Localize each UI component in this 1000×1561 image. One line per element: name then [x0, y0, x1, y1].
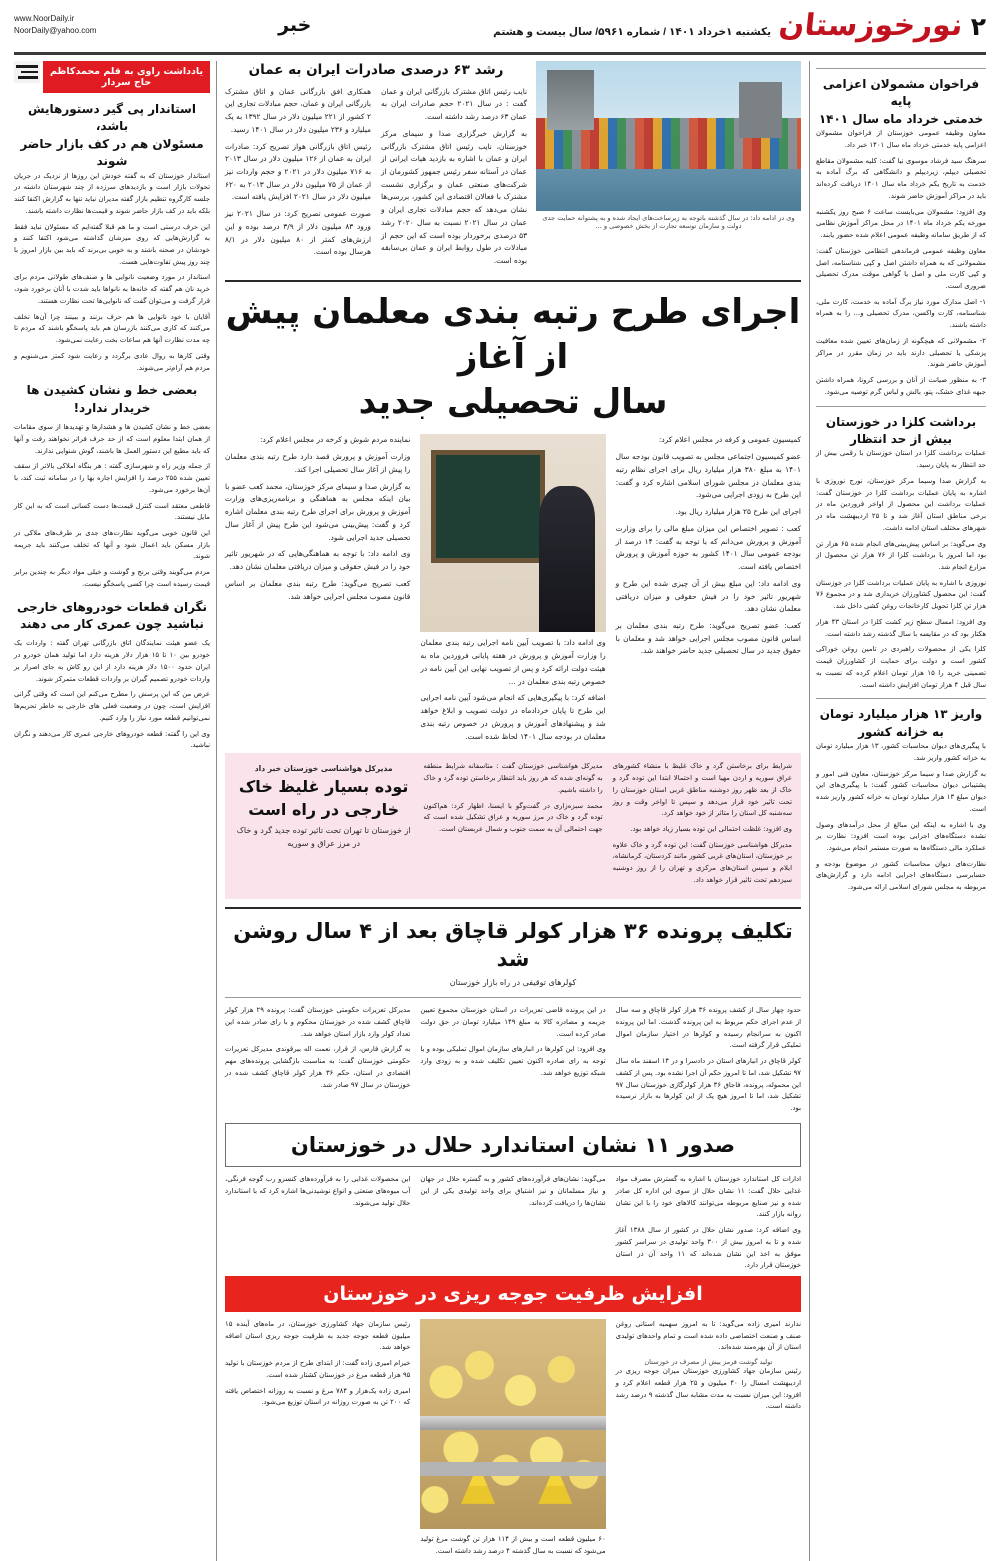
- main-col-3: [225, 434, 410, 747]
- left-article-2-p4: نوروزی با اشاره به پایان عملیات برداشت کلزا در خوزستان گفت: این محصول کشاورزان خریداری شد و در مجموع ۷۶ هزار تن کلزا تحویل کارخانجات روغن کشی داخل شد.: [816, 578, 986, 611]
- cooler-col-2: [420, 1005, 605, 1119]
- divider: [225, 907, 801, 909]
- divider: [225, 280, 801, 282]
- opinion-p9: این قانون خوبی می‌گوید نظارت‌های جدی بر طرف‌های ملاکی در بازار مسکن باید اعمال شود و آنها که تخلف می‌کنند باید جریمه شوند.: [14, 528, 210, 561]
- left-article-1-headline: فراخوان مشمولان اعزامی پایه خدمتی خرداد ماه سال ۱۴۰۱: [818, 77, 984, 126]
- chicks-photo: [420, 1319, 605, 1529]
- cooler-col-1: [616, 1005, 801, 1119]
- masthead-contact: [14, 13, 96, 37]
- left-article-2-p1: عملیات برداشت کلزا در استان خوزستان با رقمی بیش از حد انتظار به پایان رسید.: [816, 449, 986, 470]
- left-article-1-p1: معاون وظیفه عمومی خوزستان از فراخوان مشمولان اعزامی پایه خدمتی خرداد ماه سال ۱۴۰۱ خبر داد.: [816, 129, 986, 149]
- main-c1p5: وی ادامه داد: این مبلغ بیش از آن چیزی شده این طرح و شهریور تاثیر خود را در فیش حقوقی و میزان دریافتی معلمان نشان دهد.: [615, 578, 801, 614]
- left-article-2-headline: برداشت کلزا در خوزستان بیش از حد انتظار: [825, 414, 977, 446]
- opinion-subhead-1: بعضی خط و نشان کشیدن ها خریدار ندارد!: [26, 383, 198, 415]
- chick-c2: خیرام امیری زاده گفت: از ابتدای طرح از مردم خوزستان با تولید ۹۵ هزار قطعه مرغ در خوزستان کشتار شده است.: [225, 1359, 411, 1379]
- halal-col-2: [420, 1174, 605, 1276]
- opinion-p2: این حرف درستی است و ما هم قبلا گفته‌ایم که مسئولان نباید فقط به گزارش‌هایی که روی میزشان گذاشته می‌شود اکتفا کنند و خودشان در صحنه باشند و به خوبی بی‌برند که باید بین بازار امروز با چند روز پیش تفاوت‌هایی هست.: [14, 222, 210, 266]
- left-article-2-p3: وی می‌گوید: بر اساس پیش‌بینی‌های انجام شده ۶۵ هزار تن بود اما امروز با برداشت کلزا از ۷۶ هزار تن محصول از مزارع انجام شد.: [816, 539, 986, 571]
- main-c3p2: اضافه کرد: با پیگیری‌هایی که انجام می‌شود آیین نامه اجرایی این طرح تا پایان خردادماه در دولت تصویب و ابلاغ خواهد شد و پیشنهادهای آموزش و پرورش در خصوص رتبه بندی معلمان در بودجه سال ۱۴۰۱ لحاظ شده است.: [420, 693, 606, 741]
- center-column: [216, 61, 810, 1561]
- dust-box-body: [234, 761, 792, 890]
- dust-col-2: [423, 761, 602, 890]
- opinion-subhead-2: نگران قطعات خودروهای خارجی نباشید چون عمری کار می دهند: [16, 599, 208, 632]
- chick-caption: تولید گوشت قرمز بیش از مصرف در خوزستان: [644, 1358, 773, 1367]
- main-headline: اجرای طرح رتبه بندی معلمان پیش از آغاز سال تحصیلی جدید: [225, 291, 801, 422]
- chick-c1: رئیس سازمان جهاد کشاورزی خوزستان، در ماه‌های آینده ۱۵ میلیون قطعه جوجه جدید به ظرفیت جوجه ریزی استان اضافه خواهد شد.: [225, 1320, 411, 1352]
- page-number: ۲: [970, 12, 986, 41]
- oman-photo-caption: وی در ادامه داد: در سال گذشته باتوجه به زیرساخت‌های ایجاد شده و به پشتوانه حمایت جدی دولت و سازمان توسعه تجارت از بخش خصوصی و ...: [542, 214, 795, 230]
- main-c1p4: کعب : تصویر اختصاص این میزان مبلغ مالی را برای وزارت آموزش و پرورش می‌دانم که با توجه به گفت: ۱۴ درصد از بودجه عمومی سال ۱۴۰۱ کشور به حوزه آموزش و پرورش اختصاص یافته است.: [615, 523, 801, 572]
- divider: [816, 406, 986, 407]
- opinion-p12: عرض من که این پرسش را مطرح می‌کنم این است که وقتی گرانی افزایش است، چون در وضعیت فعلی های خارجی به خاطر تحریم‌ها نمی‌توانیم قطعه مورد نیاز را وارد کنیم.: [14, 690, 210, 722]
- email-address[interactable]: NoorDaily@yahoo.com: [14, 26, 97, 35]
- main-col-2: [420, 434, 605, 747]
- opinion-p7: از جمله وزیر راه و شهرسازی گفته : هر بنگاه املاکی بالاتر از سقف تعیین شده ۲۵۵ درصد را افزایش اجاره بها را در سامانه ثبت کند، با آن‌ها برخورد می‌شود.: [14, 462, 210, 494]
- chick-headline-bar: افزایش ظرفیت جوجه ریزی در خوزستان: [225, 1276, 801, 1312]
- cooler-c4: مدیرکل تعزیرات حکومتی خوزستان گفت: پرونده ۲۹ هزار کولر قاچاق کشف شده در خوزستان محکوم و با رای صادر شده این تعداد کولر وارد بازار استان خواهد شد.: [225, 1006, 411, 1038]
- classroom-photo: [420, 434, 605, 632]
- divider: [225, 997, 801, 998]
- divider: [816, 698, 986, 699]
- left-article-1-p7: ۳- به منظور صیانت از آنان و بررسی کرونا، همراه داشتن جبهه غذای خشک، پتو، بالش و لباس گرم توصیه می‌شود.: [816, 376, 986, 396]
- newspaper-logo: نورخوزستان: [777, 7, 965, 43]
- cooler-c1: حدود چهار سال از کشف پرونده ۳۶ هزار کولر قاچاق و سه سال از عدم اجرای حکم مربوط به این پرونده گذشت. اما این پرونده اکنون به سرانجام رسیده و کولرها در اختیار سازمان اموال تملیکی قرار گرفته است.: [615, 1006, 801, 1050]
- main-c2p4: وی ادامه داد: با توجه به هماهنگی‌هایی که در شهریور تاثیر خود را در فیش حقوقی و میزان دریافتی معلمان نشان دهد.: [225, 549, 411, 572]
- opinion-p1: استاندار خوزستان که به گفته خودش این روزها از نزدیک در جریان تحولات بازار است و بازدیدهای سرزده از چند شهرستان داشته در جلسه کارگروه تنظیم بازار گفته مدیران نباید تنها به گزارش اکتفا کنند بلکه باید در کف بازار حاضر شوند و قیمت‌ها نظارت داشته باشند.: [14, 171, 210, 215]
- opinion-p5: وقتی کارها به روال عادی برگردد و رعایت شود کمتر می‌شنویم و مردم هم آرام‌تر می‌شوند.: [14, 351, 210, 372]
- dust-p2: محمد سبزه‌زاری در گفت‌وگو با ایسنا، اظهار کرد: هم‌اکنون توده گرد و خاک در مرز سوریه و عراق تشکیل شده است که جهت احتمالی آن به سمت جنوب و شمال عربستان است.: [423, 801, 603, 834]
- cooler-col-3: [225, 1005, 410, 1119]
- cooler-deck: کولرهای توقیفی در راه بازار خوزستان: [449, 978, 577, 988]
- left-article-2-p2: به گزارش صدا وسیما مرکز خوزستان، نورج نوروزی با اشاره به پایان عملیات برداشت کلزا در خوزستان گفت: عملیات برداشت این محصول از اواخر فروردین ماه در برخی مناطق استان آغاز شد و تا ۲۵ اردیبهشت ماه در شهرهای مختلف استان ادامه داشت.: [816, 476, 987, 532]
- halal-col-1: [616, 1174, 801, 1276]
- oman-p2: به گزارش خبرگزاری صدا و سیمای مرکز خوزستان، نایب رئیس اتاق مشترک بازرگانی ایران و عمان با اشاره به بازدید هیات ایرانی از عمان در آستانه سفر رئیس جمهور کشورمان از شرکت‌های صنعتی عمان و برگزاری نشست مشترک با فعالان اقتصادی این کشور، بررسی‌ها نشان می‌دهد که حجم مبادلات تجاری ایران و عمان در سال ۲۰۲۱ نسبت به سال ۲۰۲۰ رشد ۵۳ درصدی برخوردار بوده است که این حجم از مبادلات در طول روابط ایران و عمان بی‌سابقه بوده است.: [381, 128, 528, 266]
- dust-kicker: مدیرکل هواشناسی خوزستان خبر داد: [254, 764, 393, 774]
- dust-storm-box: [225, 753, 801, 898]
- cooler-c6: وی افزود: این کولرها در انبارهای سازمان اموال تملیکی بوده و با توجه به رای صادره اکنون تعیین تکلیف شده و به زودی وارد شبکه توزیع خواهد شد.: [420, 1045, 606, 1077]
- dust-deck: از خوزستان تا تهران تحت تاثیر توده جدید گرد و خاک در مرز عراق و سوریه: [236, 826, 411, 848]
- halal-c1: ادارات کل استاندارد خوزستان با اشاره به گسترش مصرف مواد غذایی حلال گفت: ۱۱ نشان حلال از سوی این اداره کل صادر شده و نیز صنایع مربوطه می‌توانند کالاهای خود را با این نشان روانه بازار کنند.: [615, 1175, 801, 1219]
- left-article-3-p1: با پیگیری‌های دیوان محاسبات کشور، ۱۳ هزار میلیارد تومان به خزانه کشور واریز شد.: [816, 742, 986, 762]
- dust-p5: شرایط برای برخاستن گرد و خاک غلیظ با منشاء کشورهای عراق سوریه و اردن مهیا است و احتمالا ابتدا این توده گرد و خاک از بعد ظهر روز دوشنبه مناطق غربی استان خوزستان را تحت تاثیر خود قرار می‌دهد و سپس تا اواخر وقت و روز سه‌شنبه کل استان را متاثر از خود خواهد کرد.: [612, 762, 792, 818]
- main-c1p3: اجرای این طرح ۲۵ هزار میلیارد ریال بود.: [675, 507, 801, 517]
- page-columns: [8, 55, 992, 1561]
- menu-icon[interactable]: [14, 61, 40, 83]
- right-column: [8, 61, 216, 1561]
- chick-c4: ۶۰ میلیون قطعه است و بیش از ۱۱۴ هزار تن گوشت مرغ تولید می‌شود که نسبت به سال گذشته ۴ درصد رشد داشته است.: [420, 1535, 606, 1555]
- left-article-2-p5: وی افزود: امسال سطح زیر کشت کلزا در استان ۴۳ هزار هکتار بود که در مقایسه با سال گذشته رشد داشته است.: [816, 617, 986, 638]
- website-url[interactable]: www.NoorDaily.ir: [14, 14, 75, 23]
- left-column: [810, 61, 992, 1561]
- halal-headline: صدور ۱۱ نشان استاندارد حلال در خوزستان: [290, 1132, 736, 1157]
- main-c3p1: وی ادامه داد: با تصویب آیین نامه اجرایی رتبه بندی معلمان را وزارت آموزش و پرورش در هفته پایانی فروردین ماه به هیئت دولت ارائه کرد و پس از تصویب نهایی این آیین نامه در خصوص رتبه بندی معلمان در ...: [420, 638, 606, 686]
- main-c2p3: به گزارش صدا و سیمای مرکز خوزستان، محمد کعب عضو با بیان اینکه مجلس به هماهنگی و برنامه‌ریزی‌های وزارت آموزش و پرورش برای اجرای طرح رتبه بندی معلمان اشاره کرد و گفت: پیش‌بینی می‌شود این طرح پیش از آغاز سال تحصیلی جدید اجرایی شود.: [225, 481, 411, 542]
- left-article-3-headline: واریز ۱۳ هزار میلیارد تومان به خزانه کشور: [819, 707, 983, 739]
- masthead: [8, 0, 992, 50]
- oman-p6: صورت عمومی تصریح کرد: در سال ۲۰۲۱ نیز ورود ۸۳ میلیون دلار از ۳/۹ درصد بوده و این ارزش‌های کمتر از ۸۰ میلیون دلار در ۸/۱ هرسال بوده است.: [224, 209, 372, 257]
- main-col-1: [616, 434, 801, 747]
- halal-c2: می‌گوید: نشان‌های فرآورده‌های کشور و به گستره حلال در جهان و نیاز مسلمانان و نیز اشتیاق برای واحد تولیدی یکی از این نشان‌ها را دریافت کرده‌اند.: [420, 1175, 606, 1207]
- opinion-banner: یادداشت راوی به قلم محمدکاظم حاج سردار: [43, 61, 210, 93]
- cooler-c2: کولر قاچاق در انبارهای استان در دادسرا و در ۱۴ اسفند ماه سال ۹۷ تشکیل شد، اما تا امروز حکم آن اجرا نشده بود. پس از کشف این محموله، پرونده، فاجاق ۳۶ هزار کولرگازی خوزستان سال ۹۷ تشکیل شد، اما تا امروز هیچ یک از این کولرها به بازار نرسیده بود.: [615, 1057, 801, 1113]
- left-article-1-p2: سرهنگ سید فرشاد موسوی نیا گفت: کلیه مشمولان مقاطع تحصیلی دیپلم، زیردیپلم و دانشگاهی که برگ آماده به خدمت به تاریخ یکم خرداد ماه سال ۱۴۰۱ دریافت کرده‌اند باید در مراکز آموزش حاضر شوند.: [816, 156, 986, 200]
- halal-body: [225, 1174, 801, 1276]
- oman-headline: رشد ۶۳ درصدی صادرات ایران به عمان: [248, 62, 504, 78]
- left-article-3-p3: وی با اشاره به اینکه این مبالغ از محل درآمدهای وصول نشده دستگاه‌های اجرایی بوده است افزود: نظارت بر عملکرد مالی دستگاه‌ها به صورت مستمر انجام می‌شود.: [816, 820, 986, 852]
- opinion-p8: قاطعی معتقد است کنترل قیمت‌ها دست کسانی است که به این کار مایل نیستند.: [14, 501, 210, 522]
- cooler-c5: به گزارش فارس، از قرار، نعمت اله بیرقوندی مدیرکل تعزیرات حکومتی خوزستان گفت: به مناسبت بازگشایی پرونده‌های مهم اقتصادی در استان، حکم ۳۶ هزار کولر قاچاق کشف شده در خوزستان در سال ۹۷ صادر شد.: [225, 1045, 411, 1089]
- dust-col-1: [613, 761, 792, 890]
- opinion-p11: یک عضو هیئت نمایندگان اتاق بازرگانی تهران گفته : واردات یک خودرو بین ۱۰ تا ۱۵ هزار دلار هزینه دارد اما تولید همان خودرو در ایران حدود ۱۵۰۰ دلار هزینه دارد از این رو کاش به جای اصرار بر واردات خودرو تصمیم گیران بر واردات قطعات متمرکز شوند.: [14, 639, 211, 683]
- opinion-headline: استاندار پی گیر دستورهایش باشد، مسئولان هم در کف بازار حاضر شوند: [20, 102, 204, 169]
- main-c2p5: کعب تصریح می‌گوید: طرح رتبه بندی معلمان بر اساس قانون مصوب مجلس اجرایی خواهد شد.: [225, 578, 411, 601]
- masthead-brand: [493, 8, 986, 43]
- chick-col-1: [616, 1319, 801, 1561]
- dust-col-3: [234, 761, 413, 890]
- oman-text: [225, 61, 527, 272]
- left-article-1-p4: معاون وظیفه عمومی فرماندهی انتظامی خوزستان گفت: مشمولانی که به همراه داشتن اصل و کپی شناسنامه، اصل و کپی کارت ملی و اصل یا گواهی موقت مدرک تحصیلی ضروری است.: [816, 246, 986, 290]
- issue-date-line: یکشنبه ۱خرداد ۱۴۰۱ / شماره ۵۹۶۱/ سال بیست و هشتم: [493, 25, 772, 38]
- opinion-banner-row: [14, 61, 210, 93]
- cooler-headline: تکلیف پرونده ۳۶ هزار کولر قاچاق بعد از ۴ سال روشن شد: [233, 918, 793, 972]
- main-c1p6: کعب: عضو تصریح می‌گوید: طرح رتبه بندی معلمان بر اساس قانون مصوب مجلس اجرایی خواهد شد و معلمان با حقوق جدید در سال تحصیلی جدید حاضر خواهند شد.: [615, 621, 801, 656]
- left-article-3-p4: نظارت‌های دیوان محاسبات کشور در موضوع بودجه و حسابرسی دستگاه‌های اجرایی ادامه دارد و گزارش‌های مربوطه به مجلس شورای اسلامی ارائه می‌شود.: [816, 859, 986, 892]
- chick-body: [225, 1319, 801, 1561]
- chick-col-3: [225, 1319, 410, 1561]
- main-c2p1: نماینده مردم شوش و کرخه در مجلس اعلام کرد:: [260, 435, 411, 445]
- feeder-icon: [538, 1464, 572, 1504]
- main-story-body: [225, 434, 801, 747]
- divider: [816, 68, 986, 69]
- chick-c6: رئیس سازمان جهاد کشاورزی خوزستان میزان جوجه ریزی در اردیبهشت امسال را ۴۰ میلیون و ۲۵ هزار قطعه اعلام کرد و افزود: این میزان نسبت به مدت مشابه سال گذشته ۹ درصد رشد داشته است.: [615, 1367, 801, 1411]
- cooler-body: [225, 1005, 801, 1119]
- chick-c3: امیری زاده یک‌هزار و ۷۸۴ مرغ و نسبت به روزانه اختصاص یافته که ۲۰۰ تن به صورت روزانه در استان توزیع می‌شود.: [225, 1386, 411, 1407]
- halal-c3: این محصولات غذایی را به فرآورده‌های کنسرو رب گوجه فرنگی، آب میوه‌های صنعتی و انواع نوشیدنی‌ها اشاره کرد که با استاندارد حلال تولید می‌شوند.: [225, 1175, 411, 1207]
- opinion-p13: وی این را گفته: قطعه خودروهای خارجی عمری کار می‌دهند و نگران نباشید.: [14, 729, 210, 750]
- main-c1p2: عضو کمیسیون اجتماعی مجلس به تصویب قانون بودجه سال ۱۴۰۱ به مبلغ ۳۸۰ هزار میلیارد ریال برای اجرای نظام رتبه بندی معلمان در مجلس شورای اسلامی اشاره کرد و گفت: این طرح به زودی اجرایی می‌شود.: [615, 452, 801, 500]
- halal-headline-box: [225, 1123, 801, 1167]
- left-article-2-p6: کلزا یکی از محصولات راهبردی در تامین روغن خوراکی کشور است و دولت برای حمایت از کشاورزان قیمت تضمینی خرید را ۱۵ هزار تومان اعلام کرده که نسبت به سال قبل ۴ هزار تومان افزایش داشته است.: [816, 645, 986, 689]
- chick-col-2: [420, 1319, 605, 1561]
- left-article-1-p6: ۲- مشمولانی که هیچگونه از زمان‌های تعیین شده معافیت پزشکی یا تحصیلی دارند باید در زمان مقرر در مراکز آموزش حاضر شوند.: [816, 336, 986, 369]
- dust-p1: مدیرکل هواشناسی خوزستان گفت : متاسفانه شرایط منطقه به گونه‌ای شده که هر روز باید انتظار برخاستن توده گرد و خاک را داشته باشیم.: [423, 762, 603, 794]
- halal-c4: وی اضافه کرد: صدور نشان حلال در کشور از سال ۱۳۸۸ آغاز شده و تا به امروز بیش از ۳۰۰ واحد تولیدی در سراسر کشور موفق به اخذ این نشان شده‌اند که ۱۱ واحد آن در استان خوزستان قرار دارد.: [615, 1226, 801, 1270]
- left-article-1-p3: وی افزود: مشمولان می‌بایست ساعت ۶ صبح روز یکشنبه مورخه یکم خرداد ماه ۱۴۰۱ در محل مراکز آموزش نظامی که از طریق سامانه وظیفه عمومی اعلام شده حضور یابند.: [816, 207, 986, 240]
- oman-p5: رئیس اتاق بازرگانی هواز تصریح کرد: صادرات ایران به عمان از ۱۲۶ میلیون دلار در سال ۲۰۱۳ به ۷۱۶ میلیون دلار در ۲۰۲۱ و حجم واردات نیز از عمان از ۷۵ میلیون دلار در سال ۲۰۱۳ به ۶۲۰ میلیون دلار در سال ۲۰۲۱ افزایش یافته است.: [224, 141, 372, 202]
- oman-article: [225, 61, 801, 272]
- oman-p3: همکاری افق بازرگانی عمان و اتاق مشترک بازرگانی ایران و عمان، حجم مبادلات تجاری این ۲ کشور از ۲۲۱ میلیون دلار در سال ۱۳۹۲ به یک میلیارد و ۲۳۶ میلیون دلار در سال ۱۴۰۱ رسید.: [224, 86, 372, 134]
- main-c1p1: کمیسیون عمومی و کرفه در مجلس اعلام کرد:: [658, 435, 801, 445]
- oman-p1: نایب رئیس اتاق مشترک بازرگانی ایران و عمان گفت : در سال ۲۰۲۱ حجم صادرات ایران به عمان ۶۳ درصد رشد داشته است.: [381, 86, 528, 122]
- feeder-icon: [461, 1464, 495, 1504]
- dust-p4: مدیرکل هواشناسی خوزستان گفت: این توده گرد و خاک علاوه بر خوزستان، استان‌های غربی کشور مانند کردستان، کرمانشاه، ایلام و سپس استان‌های مرکزی و تهران را از روز دوشنبه سیزدهم تحت تاثیر قرار خواهد داد.: [612, 840, 792, 884]
- cooler-c3: در این پرونده قاضی تعزیرات در استان خوزستان مجموع تعیین جریمه و مصادره کالا به مبلغ ۱۴۹ میلیارد تومان در حق دولت صادر کرده است.: [420, 1006, 606, 1038]
- opinion-p4: آقایان با خود نانوایی ها هم حرف بزنند و ببینند چرا آن‌ها تخلف می‌کنند که کاری می‌کنند بازرسان هم باید پاسخگو باشند که مردم تا چه مدت نظارت آنها هم ساعات بخت رعایت نمی‌شود.: [14, 312, 210, 345]
- left-article-1-p5: ۱- اصل مدارک مورد نیاز برگ آماده به خدمت، کارت ملی، شناسنامه، کارت واکسن، مدرک تحصیلی و... را به همراه داشته باشند.: [816, 297, 986, 330]
- section-title: خبر: [278, 14, 312, 36]
- left-article-3-p2: به گزارش صدا و سیما مرکز خوزستان، معاون فنی امور و پشتیبانی دیوان محاسبات کشور گفت: با پیگیری‌های این دیوان مبلغ ۱۳ هزار میلیارد تومان به خزانه کشور واریز شده است.: [816, 769, 986, 813]
- oman-photo-wrap: [536, 61, 801, 230]
- chick-c5: ندارند امیری زاده می‌گوید: تا به امروز سهمیه استانی روغن صنف و صنعت اختصاصی داده شده است و تمام واحدهای تولیدی استان از آن بهره‌مند شده‌اند.: [615, 1320, 801, 1352]
- dust-headline: توده بسیار غلیظ خاک خارجی در راه است: [238, 777, 409, 819]
- main-c2p2: وزارت آموزش و پرورش قصد دارد طرح رتبه بندی معلمان را پیش از آغاز سال تحصیلی اجرا کند.: [225, 452, 411, 474]
- opinion-p3: استاندار در مورد وضعیت نانوایی ها و صنف‌های طولانی مردم برای خرید نان هم گفته که خانه‌ها به نانواها باید شدت با آنان برخورد شود، قرار گرفت و می‌توان گفت که نانوایی‌ها تحت نظارت هستند.: [14, 273, 210, 305]
- opinion-p6: بعضی خط و نشان کشیدن ها و هشدارها و تهدیدها از سوی مقامات از همان ابتدا معلوم است که از حد حرف فراتر نخواهند رفت و آنها که باید مطیع این دستور العمل ها باشند، گوش شنوایی ندارند.: [14, 423, 210, 455]
- dust-p3: وی افزود: غلظت احتمالی این توده بسیار زیاد خواهد بود.: [630, 825, 792, 834]
- halal-col-3: [225, 1174, 410, 1276]
- opinion-p10: مردم می‌گویند وقتی برنج و گوشت و خیلی مواد دیگر به چندین برابر قیمت رسیده است چرا کسی پاسخگو نیست.: [14, 568, 210, 588]
- port-photo: [536, 61, 801, 211]
